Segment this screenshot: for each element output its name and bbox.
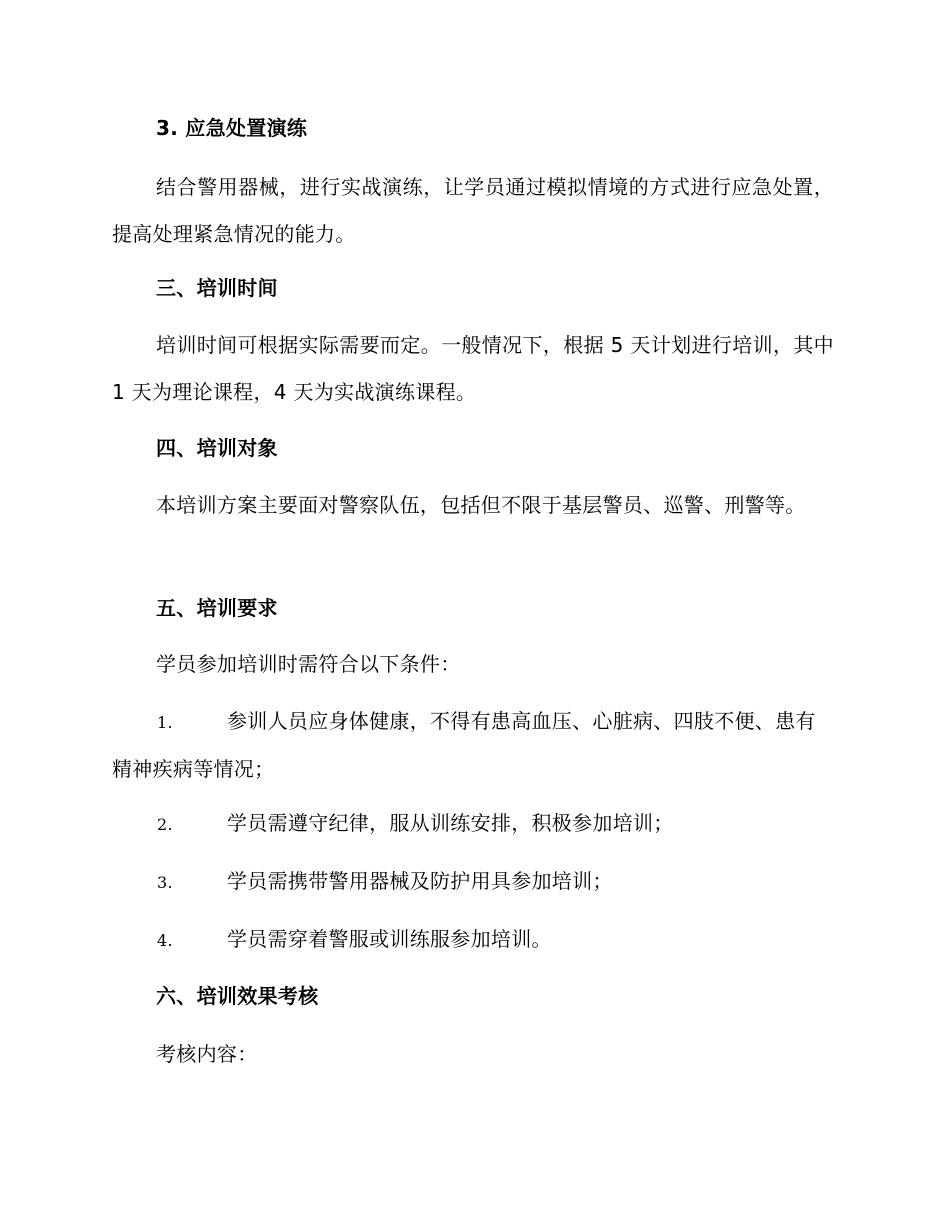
list-item [112, 858, 834, 906]
list-item-number: 1. [157, 713, 173, 732]
list-item-number: 4. [157, 931, 173, 950]
paragraph-emergency-drill: 结合警用器械，进行实战演练，让学员通过模拟情境的方式进行应急处置，提高处理紧急情况的能力。 [112, 175, 834, 246]
section-heading-training-time: 三、培训时间 [156, 276, 278, 300]
paragraph-requirements-intro: 学员参加培训时需符合以下条件： [156, 652, 461, 676]
section-heading-training-requirements: 五、培训要求 [156, 596, 278, 620]
section-heading-training-target: 四、培训对象 [156, 436, 278, 460]
list-item-text: 参训人员应身体健康，不得有患高血压、心脏病、四肢不便、患有精神疾病等情况； [112, 709, 816, 781]
paragraph-training-time: 培训时间可根据实际需要而定。一般情况下，根据 5 天计划进行培训，其中 1 天为理论课程，4 天为实战演练课程。 [112, 333, 834, 404]
list-item-text: 学员需遵守纪律，服从训练安排，积极参加培训； [227, 811, 674, 835]
section-heading-emergency-drill: 3. 应急处置演练 [156, 116, 308, 140]
list-item-text: 学员需穿着警服或训练服参加培训。 [227, 927, 552, 951]
list-item-number: 3. [157, 873, 173, 892]
list-item [112, 916, 834, 964]
list-item-text: 学员需携带警用器械及防护用具参加培训； [227, 869, 613, 893]
list-item-number: 2. [157, 815, 173, 834]
list-item [112, 698, 834, 793]
paragraph-evaluation-intro: 考核内容： [156, 1042, 258, 1066]
section-heading-evaluation: 六、培训效果考核 [156, 984, 319, 1008]
list-item [112, 800, 834, 848]
paragraph-training-target: 本培训方案主要面对警察队伍，包括但不限于基层警员、巡警、刑警等。 [156, 493, 806, 517]
